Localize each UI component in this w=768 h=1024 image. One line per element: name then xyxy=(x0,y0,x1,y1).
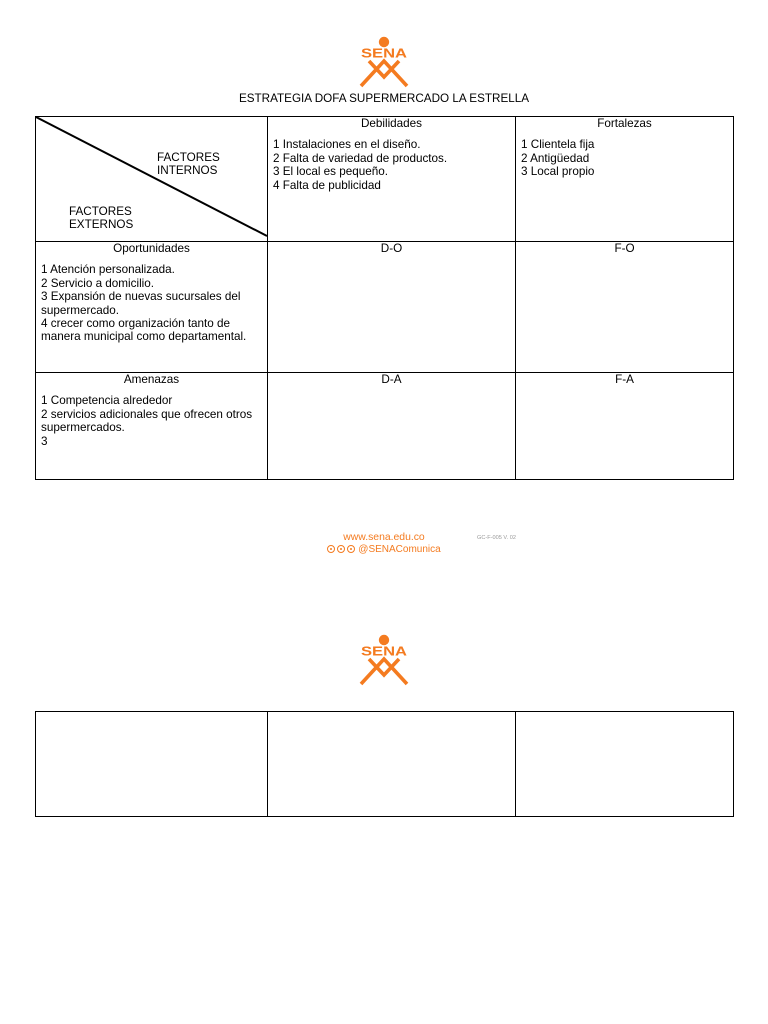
weaknesses-list xyxy=(273,138,510,192)
sena-logo-graphic xyxy=(357,36,411,88)
weaknesses-heading: Debilidades xyxy=(360,117,423,130)
empty-cell xyxy=(36,712,268,817)
footer-website-line xyxy=(0,532,768,544)
internal-factors-label xyxy=(157,151,220,178)
list-item: 1 Atención personalizada. xyxy=(41,263,175,277)
logo-text: SENA xyxy=(361,46,407,61)
do-heading: D-O xyxy=(380,242,403,255)
fa-strategies-cell xyxy=(516,373,734,480)
opportunities-cell xyxy=(36,242,268,373)
continuation-table xyxy=(35,711,734,817)
do-strategies-cell xyxy=(268,242,516,373)
external-factors-line-2: EXTERNOS xyxy=(69,218,134,232)
matrix-corner-cell xyxy=(36,117,268,242)
threats-heading: Amenazas xyxy=(123,373,180,386)
strengths-list xyxy=(521,138,728,178)
fa-heading: F-A xyxy=(615,373,634,386)
list-item: 1 Clientela fija xyxy=(521,138,595,152)
list-item: 4 crecer como organización tanto de manera municipal como departamental. xyxy=(41,317,247,344)
da-strategies-cell xyxy=(268,373,516,480)
weaknesses-cell xyxy=(268,117,516,242)
empty-cell xyxy=(268,712,516,817)
logo-body-lines xyxy=(361,61,407,86)
internal-factors-line-1: FACTORES xyxy=(157,151,220,164)
list-item: 1 Competencia alrededor xyxy=(41,394,173,408)
strengths-cell xyxy=(516,117,734,242)
external-factors-label xyxy=(69,205,133,232)
internal-factors-line-2: INTERNOS xyxy=(157,164,218,178)
list-item: 3 Expansión de nuevas sucursales del supermercado. xyxy=(41,290,241,317)
fo-heading: F-O xyxy=(614,242,635,255)
logo-body-lines xyxy=(361,659,407,684)
form-code: GC-F-005 V. 02 xyxy=(477,535,516,541)
list-item: 3 Local propio xyxy=(521,165,595,179)
list-item: 2 Falta de variedad de productos. xyxy=(273,151,448,165)
facebook-icon xyxy=(327,545,335,553)
document-title: ESTRATEGIA DOFA SUPERMERCADO LA ESTRELLA xyxy=(238,92,530,105)
list-item: 3 El local es pequeño. xyxy=(273,165,389,179)
threats-cell xyxy=(36,373,268,480)
empty-cell xyxy=(516,712,734,817)
da-heading: D-A xyxy=(381,373,402,386)
sena-logo xyxy=(357,36,411,88)
opportunities-list xyxy=(41,263,262,343)
opportunities-heading: Oportunidades xyxy=(113,242,190,255)
threats-list xyxy=(41,394,262,448)
strengths-heading: Fortalezas xyxy=(597,117,652,130)
list-item: 3 xyxy=(41,434,48,448)
dofa-matrix xyxy=(35,116,734,480)
logo-text: SENA xyxy=(361,644,407,659)
sena-logo-graphic xyxy=(357,634,411,686)
list-item: 2 Servicio a domicilio. xyxy=(41,276,155,290)
external-factors-line-1: FACTORES xyxy=(69,205,132,218)
fo-strategies-cell xyxy=(516,242,734,373)
footer-social-line xyxy=(0,544,768,556)
list-item: 2 servicios adicionales que ofrecen otros supermercados. xyxy=(41,407,253,435)
list-item: 2 Antigüedad xyxy=(521,151,590,165)
social-handle: @SENAComunica xyxy=(358,544,441,555)
sena-logo xyxy=(357,634,411,686)
youtube-icon xyxy=(347,545,355,553)
list-item: 1 Instalaciones en el diseño. xyxy=(273,138,421,152)
list-item: 4 Falta de publicidad xyxy=(273,178,381,192)
twitter-icon xyxy=(337,545,345,553)
website-link[interactable]: www.sena.edu.co xyxy=(343,532,425,543)
